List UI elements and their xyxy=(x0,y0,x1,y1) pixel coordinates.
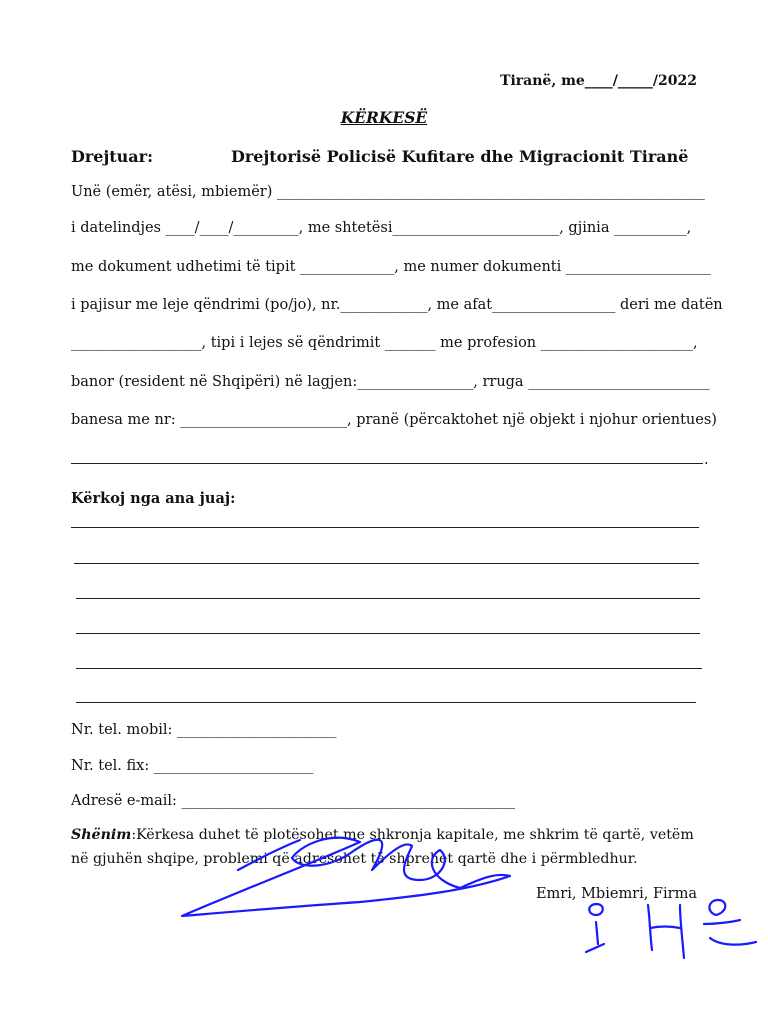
mobile-field[interactable]: Nr. tel. mobil: ______________________ xyxy=(71,722,337,738)
request-line[interactable] xyxy=(76,702,696,703)
request-line[interactable] xyxy=(76,668,702,669)
email-field[interactable]: Adresë e-mail: ______________________________________________ xyxy=(71,793,516,809)
note-text: :Kërkesa duhet të plotësohet me shkronja kapitale, me shkrim të qartë, vetëm në gjuhën shqipe, problemi që adresohet të shprehet qartë dhe i përmbledhur. xyxy=(71,827,694,867)
addressee-label: Drejtuar: xyxy=(71,147,153,166)
request-label: Kërkoj nga ana juaj: xyxy=(71,490,236,507)
form-line-document[interactable]: me dokument udhetimi të tipit _____________, me numer dokumenti ____________________ xyxy=(71,259,711,275)
form-line-permit[interactable]: i pajisur me leje qëndrimi (po/jo), nr.____________, me afat_________________ deri me datën xyxy=(71,297,723,313)
document-title: KËRKESË xyxy=(340,108,428,127)
signature-caption: Emri, Mbiemri, Firma xyxy=(535,886,697,902)
line-end-period: . xyxy=(704,452,709,468)
form-line-name[interactable]: Unë (emër, atësi, mbiemër) ___________________________________________________________ xyxy=(71,184,705,200)
note-label: Shënim xyxy=(71,827,132,843)
addressee: Drejtorisë Policisë Kufitare dhe Migracionit Tiranë xyxy=(231,147,689,166)
blank-line-landmark[interactable] xyxy=(71,463,703,464)
landline-field[interactable]: Nr. tel. fix: ______________________ xyxy=(71,758,314,774)
request-line[interactable] xyxy=(74,563,699,564)
request-line[interactable] xyxy=(71,527,699,528)
request-line[interactable] xyxy=(76,633,700,634)
form-line-house[interactable]: banesa me nr: _______________________, pranë (përcaktohet një objekt i njohur orientues) xyxy=(71,412,717,428)
date-line: Tiranë, me____/_____/2022 xyxy=(500,73,697,89)
form-line-birth[interactable]: i datelindjes ____/____/_________, me shtetësi_______________________, gjinia __________, xyxy=(71,220,692,236)
note-paragraph xyxy=(71,823,711,871)
request-line[interactable] xyxy=(76,598,700,599)
form-line-residence[interactable]: banor (resident në Shqipëri) në lagjen:________________, rruga _________________________ xyxy=(71,374,710,390)
form-line-permit-type[interactable]: __________________, tipi i lejes së qëndrimit _______ me profesion _____________________, xyxy=(71,335,698,351)
